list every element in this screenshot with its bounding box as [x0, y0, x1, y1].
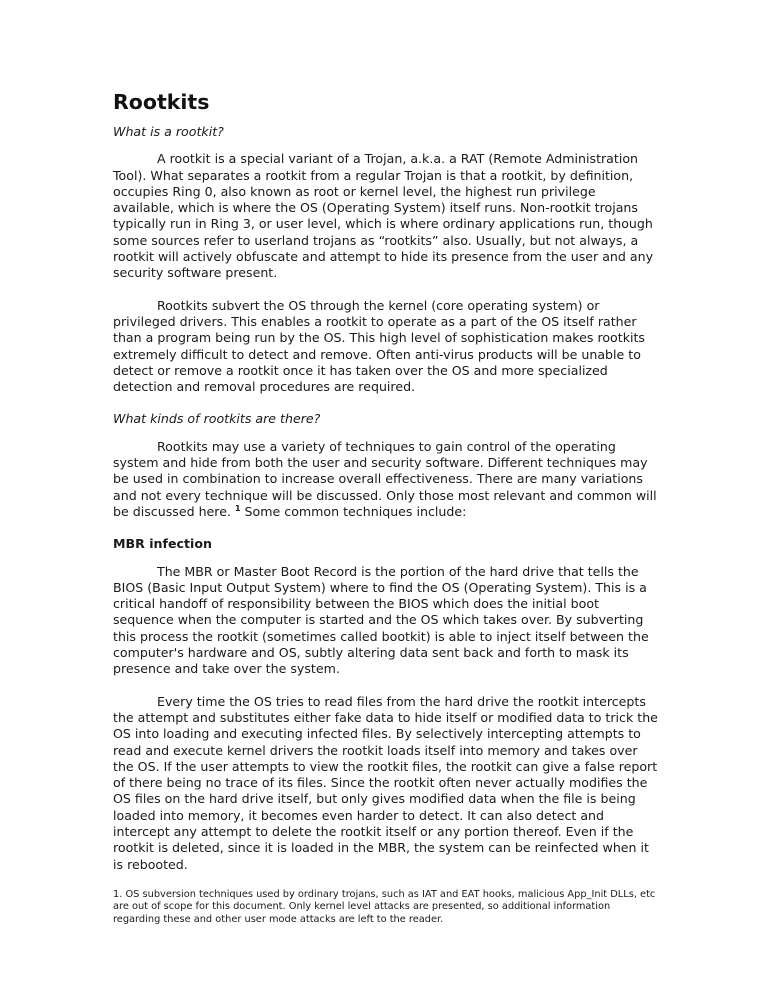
- paragraph-mbr-description: The MBR or Master Boot Record is the portion of the hard drive that tells the BIOS (Basic Input Output System) where to find the OS (Operating System). This is a critical handoff of responsibility between the BIOS which does the initial boot sequence when the computer is started and the OS which takes over. By subverting this process the rootkit (sometimes called bootkit) is able to inject itself between the computer's hardware and OS, subtly altering data sent back and forth to mask its presence and take over the system.: [113, 563, 649, 677]
- section-heading-mbr-infection: MBR infection: [113, 536, 212, 552]
- question-what-is-rootkit: What is a rootkit?: [113, 124, 224, 139]
- document-body: [113, 88, 659, 926]
- page-title: Rootkits: [113, 90, 210, 114]
- footnote-reference: 1: [234, 503, 241, 513]
- paragraph-mbr-interception: Every time the OS tries to read files from the hard drive the rootkit intercepts the attempt and substitutes either fake data to hide itself or modified data to trick the OS into loading and executing infected files. By selectively intercepting attempts to read and execute kernel drivers the rootkit loads itself into memory and takes over the OS. If the user attempts to view the rootkit files, the rootkit can give a false report of there being no trace of its files. Since the rootkit often never actually modifies the OS files on the hard drive itself, but only gives modified data when the file is being loaded into memory, it becomes even harder to detect. It can also detect and intercept any attempt to delete the rootkit itself or any portion thereof. Even if the rootkit is deleted, since it is loaded in the MBR, the system can be reinfected when it is rebooted.: [113, 693, 658, 872]
- paragraph-text-part: Some common techniques include:: [240, 503, 467, 519]
- footnote: 1. OS subversion techniques used by ordinary trojans, such as IAT and EAT hooks, malicious App_Init DLLs, etc are out of scope for this document. Only kernel level attacks are presented, so additional information regarding these and other user mode attacks are left to the reader.: [113, 888, 656, 925]
- paragraph-rootkit-subversion: Rootkits subvert the OS through the kernel (core operating system) or privileged drivers. This enables a rootkit to operate as a part of the OS itself rather than a program being run by the OS. This high level of sophistication makes rootkits extremely difficult to detect and remove. Often anti-virus products will be unable to detect or remove a rootkit once it has taken over the OS and more specialized detection and removal procedures are required.: [113, 297, 645, 395]
- paragraph-rootkit-techniques: [113, 439, 659, 520]
- question-kinds-of-rootkits: What kinds of rootkits are there?: [113, 411, 321, 427]
- paragraph-rootkit-definition: A rootkit is a special variant of a Trojan, a.k.a. a RAT (Remote Administration Tool). What separates a rootkit from a regular Trojan is that a rootkit, by definition, occupies Ring 0, also known as root or kernel level, the highest run privilege available, which is where the OS (Operating System) itself runs. Non-rootkit trojans typically run in Ring 3, or user level, which is where ordinary applications run, though some sources refer to userland trojans as “rootkits” also. Usually, but not always, a rootkit will actively obfuscate and attempt to hide its presence from the user and any security software present.: [113, 151, 654, 281]
- paragraph-text-part: Rootkits may use a variety of techniques to gain control of the operating system and hide from both the user and security software. Different techniques may be used in combination to increase overall effectiveness. There are many variations and not every technique will be discussed. Only those most relevant and common will be discussed here.: [113, 438, 657, 519]
